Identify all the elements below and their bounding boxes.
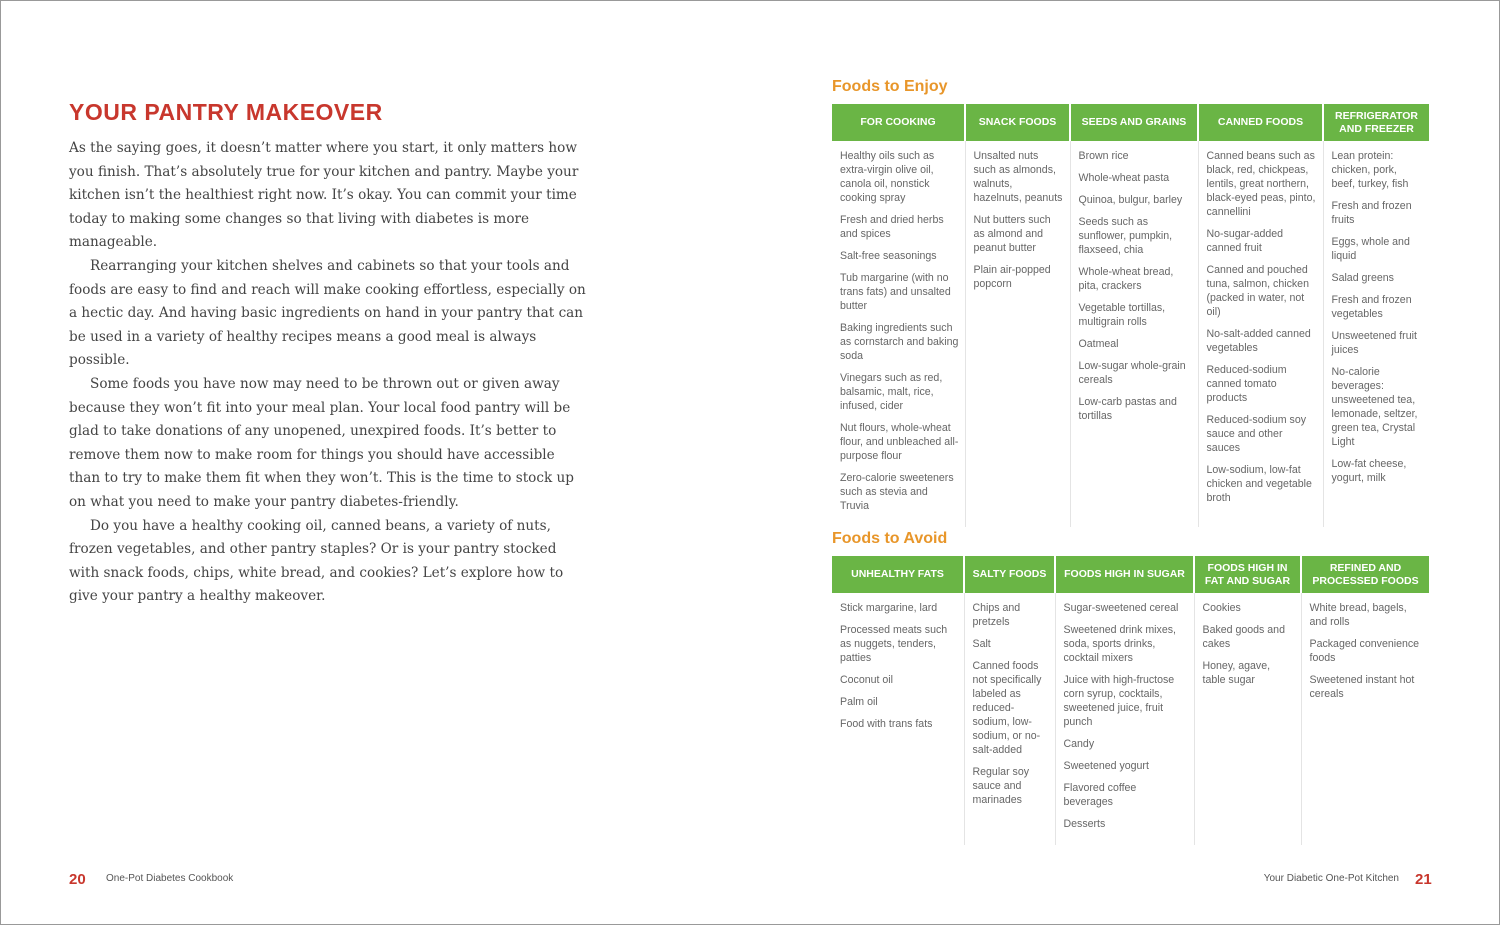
column-header: SALTY FOODS [964,556,1055,593]
page-number-right: 21 [1415,871,1432,888]
column-header: FOR COOKING [832,104,965,141]
header-row [832,104,1429,141]
list-item: Candy [1063,738,1095,750]
footer-book-title: One-Pot Diabetes Cookbook [106,873,234,884]
list-item: Processed meats such as nuggets, tenders, patties [840,624,948,664]
list-item: Regular soy sauce and marinades [972,766,1030,806]
list-item: Cookies [1202,602,1241,614]
header-row [832,556,1429,593]
list-item: Juice with high-fructose corn syrup, cocktails, sweetened juice, fruit punch [1063,674,1175,728]
list-item: Nut butters such as almond and peanut butter [973,214,1051,254]
list-item: Baked goods and cakes [1202,624,1285,650]
list-item: Honey, agave, table sugar [1202,660,1271,686]
list-item: Zero-calorie sweeteners such as stevia and Truvia [840,472,954,512]
list-item: Desserts [1063,818,1106,830]
table-row [832,141,1429,527]
foods-to-enjoy-heading: Foods to Enjoy [832,78,948,95]
table-cell [832,141,965,527]
table-cell [964,593,1055,845]
table-row [832,593,1429,845]
table-cell [1323,141,1429,527]
list-item: Healthy oils such as extra-virgin olive oil, canola oil, nonstick cooking spray [840,150,935,204]
list-item: Baking ingredients such as cornstarch and baking soda [840,322,959,362]
paragraph: Rearranging your kitchen shelves and cabinets so that your tools and foods are easy to find and reach will make cooking effortless, especially on a hectic day. And having basic ingredients on hand in your pantry that can be used in a variety of healthy recipes means a good meal is always possible. [69,257,586,369]
list-item: Vegetable tortillas, multigrain rolls [1078,302,1166,328]
page-number-left: 20 [69,871,86,888]
table-cell [1055,593,1194,845]
list-item: Canned beans such as black, red, chickpeas, lentils, great northern, black-eyed peas, pinto, cannellini [1206,150,1316,218]
footer-chapter-title: Your Diabetic One-Pot Kitchen [1263,873,1399,884]
list-item: No-salt-added canned vegetables [1206,328,1311,354]
table-cell [1070,141,1198,527]
column-header: FOODS HIGH IN SUGAR [1055,556,1194,593]
list-item: Whole-wheat bread, pita, crackers [1078,266,1174,292]
list-item: Chips and pretzels [972,602,1021,628]
list-item: Food with trans fats [840,718,933,730]
foods-to-avoid-table [832,556,1429,845]
list-item: Lean protein: chicken, pork, beef, turkey, fish [1331,150,1409,190]
paragraph: Some foods you have now may need to be thrown out or given away because they won’t fit into your meal plan. Your local food pantry will be glad to take donations of any unopened, unexpired foods. It’s better to remove them now to make room for things you should have accessible than to try to make them fit when they won’t. This is the time to stock up on what you need to make your pantry diabetes-friendly. [69,375,574,510]
list-item: Seeds such as sunflower, pumpkin, flaxseed, chia [1078,216,1173,256]
list-item: Palm oil [840,696,878,708]
paragraph: Do you have a healthy cooking oil, canned beans, a variety of nuts, frozen vegetables, and other pantry staples? Or is your pantry stocked with snack foods, chips, white bread, and cookies? Let’s explore how to give your pantry a healthy makeover. [69,517,564,605]
list-item: Fresh and dried herbs and spices [840,214,944,240]
list-item: Low-fat cheese, yogurt, milk [1331,458,1407,484]
paragraph: As the saying goes, it doesn’t matter where you start, it only matters how you finish. That’s absolutely true for your kitchen and pantry. Maybe your kitchen isn’t the healthiest right now. It’s okay. You can commit your time today to making some changes so that living with diabetes is more manageable. [69,140,579,251]
list-item: Sweetened yogurt [1063,760,1149,772]
list-item: Brown rice [1078,150,1129,162]
list-item: Eggs, whole and liquid [1331,236,1410,262]
list-item: Low-sugar whole-grain cereals [1078,360,1186,386]
list-item: Fresh and frozen fruits [1331,200,1412,226]
list-item: Low-sodium, low-fat chicken and vegetable broth [1206,464,1312,504]
list-item: Oatmeal [1078,338,1119,350]
list-item: White bread, bagels, and rolls [1309,602,1407,628]
list-item: No-calorie beverages: unsweetened tea, lemonade, seltzer, green tea, Crystal Light [1331,366,1418,448]
list-item: Sweetened instant hot cereals [1309,674,1415,700]
list-item: Plain air-popped popcorn [973,264,1051,290]
column-header: SNACK FOODS [965,104,1070,141]
list-item: Packaged convenience foods [1309,638,1420,664]
list-item: Reduced-sodium soy sauce and other sauces [1206,414,1307,454]
body-text [69,137,589,609]
list-item: Salad greens [1331,272,1394,284]
column-header: CANNED FOODS [1198,104,1323,141]
list-item: Tub margarine (with no trans fats) and unsalted butter [840,272,951,312]
list-item: Salt [972,638,991,650]
list-item: Canned foods not specifically labeled as reduced-sodium, low-sodium, or no-salt-added [972,660,1042,756]
column-header: UNHEALTHY FATS [832,556,964,593]
list-item: Nut flours, whole-wheat flour, and unbleached all-purpose flour [840,422,959,462]
list-item: Sugar-sweetened cereal [1063,602,1179,614]
list-item: Vinegars such as red, balsamic, malt, rice, infused, cider [840,372,943,412]
column-header: SEEDS AND GRAINS [1070,104,1198,141]
page-title: YOUR PANTRY MAKEOVER [69,99,383,125]
table-cell [832,593,964,845]
list-item: Reduced-sodium canned tomato products [1206,364,1287,404]
list-item: Canned and pouched tuna, salmon, chicken (packed in water, not oil) [1206,264,1309,318]
list-item: Salt-free seasonings [840,250,937,262]
list-item: Unsweetened fruit juices [1331,330,1417,356]
list-item: Low-carb pastas and tortillas [1078,396,1177,422]
table-cell [1198,141,1323,527]
list-item: No-sugar-added canned fruit [1206,228,1284,254]
foods-to-enjoy-table [832,104,1429,527]
list-item: Fresh and frozen vegetables [1331,294,1412,320]
list-item: Quinoa, bulgur, barley [1078,194,1183,206]
table-cell [1301,593,1429,845]
list-item: Whole-wheat pasta [1078,172,1170,184]
column-header: REFRIGERATOR AND FREEZER [1323,104,1429,141]
list-item: Coconut oil [840,674,893,686]
column-header: FOODS HIGH IN FAT AND SUGAR [1194,556,1301,593]
table-cell [965,141,1070,527]
list-item: Unsalted nuts such as almonds, walnuts, hazelnuts, peanuts [973,150,1063,204]
table-cell [1194,593,1301,845]
column-header: REFINED AND PROCESSED FOODS [1301,556,1429,593]
list-item: Flavored coffee beverages [1063,782,1137,808]
list-item: Sweetened drink mixes, soda, sports drinks, cocktail mixers [1063,624,1176,664]
list-item: Stick margarine, lard [840,602,938,614]
foods-to-avoid-heading: Foods to Avoid [832,530,948,547]
